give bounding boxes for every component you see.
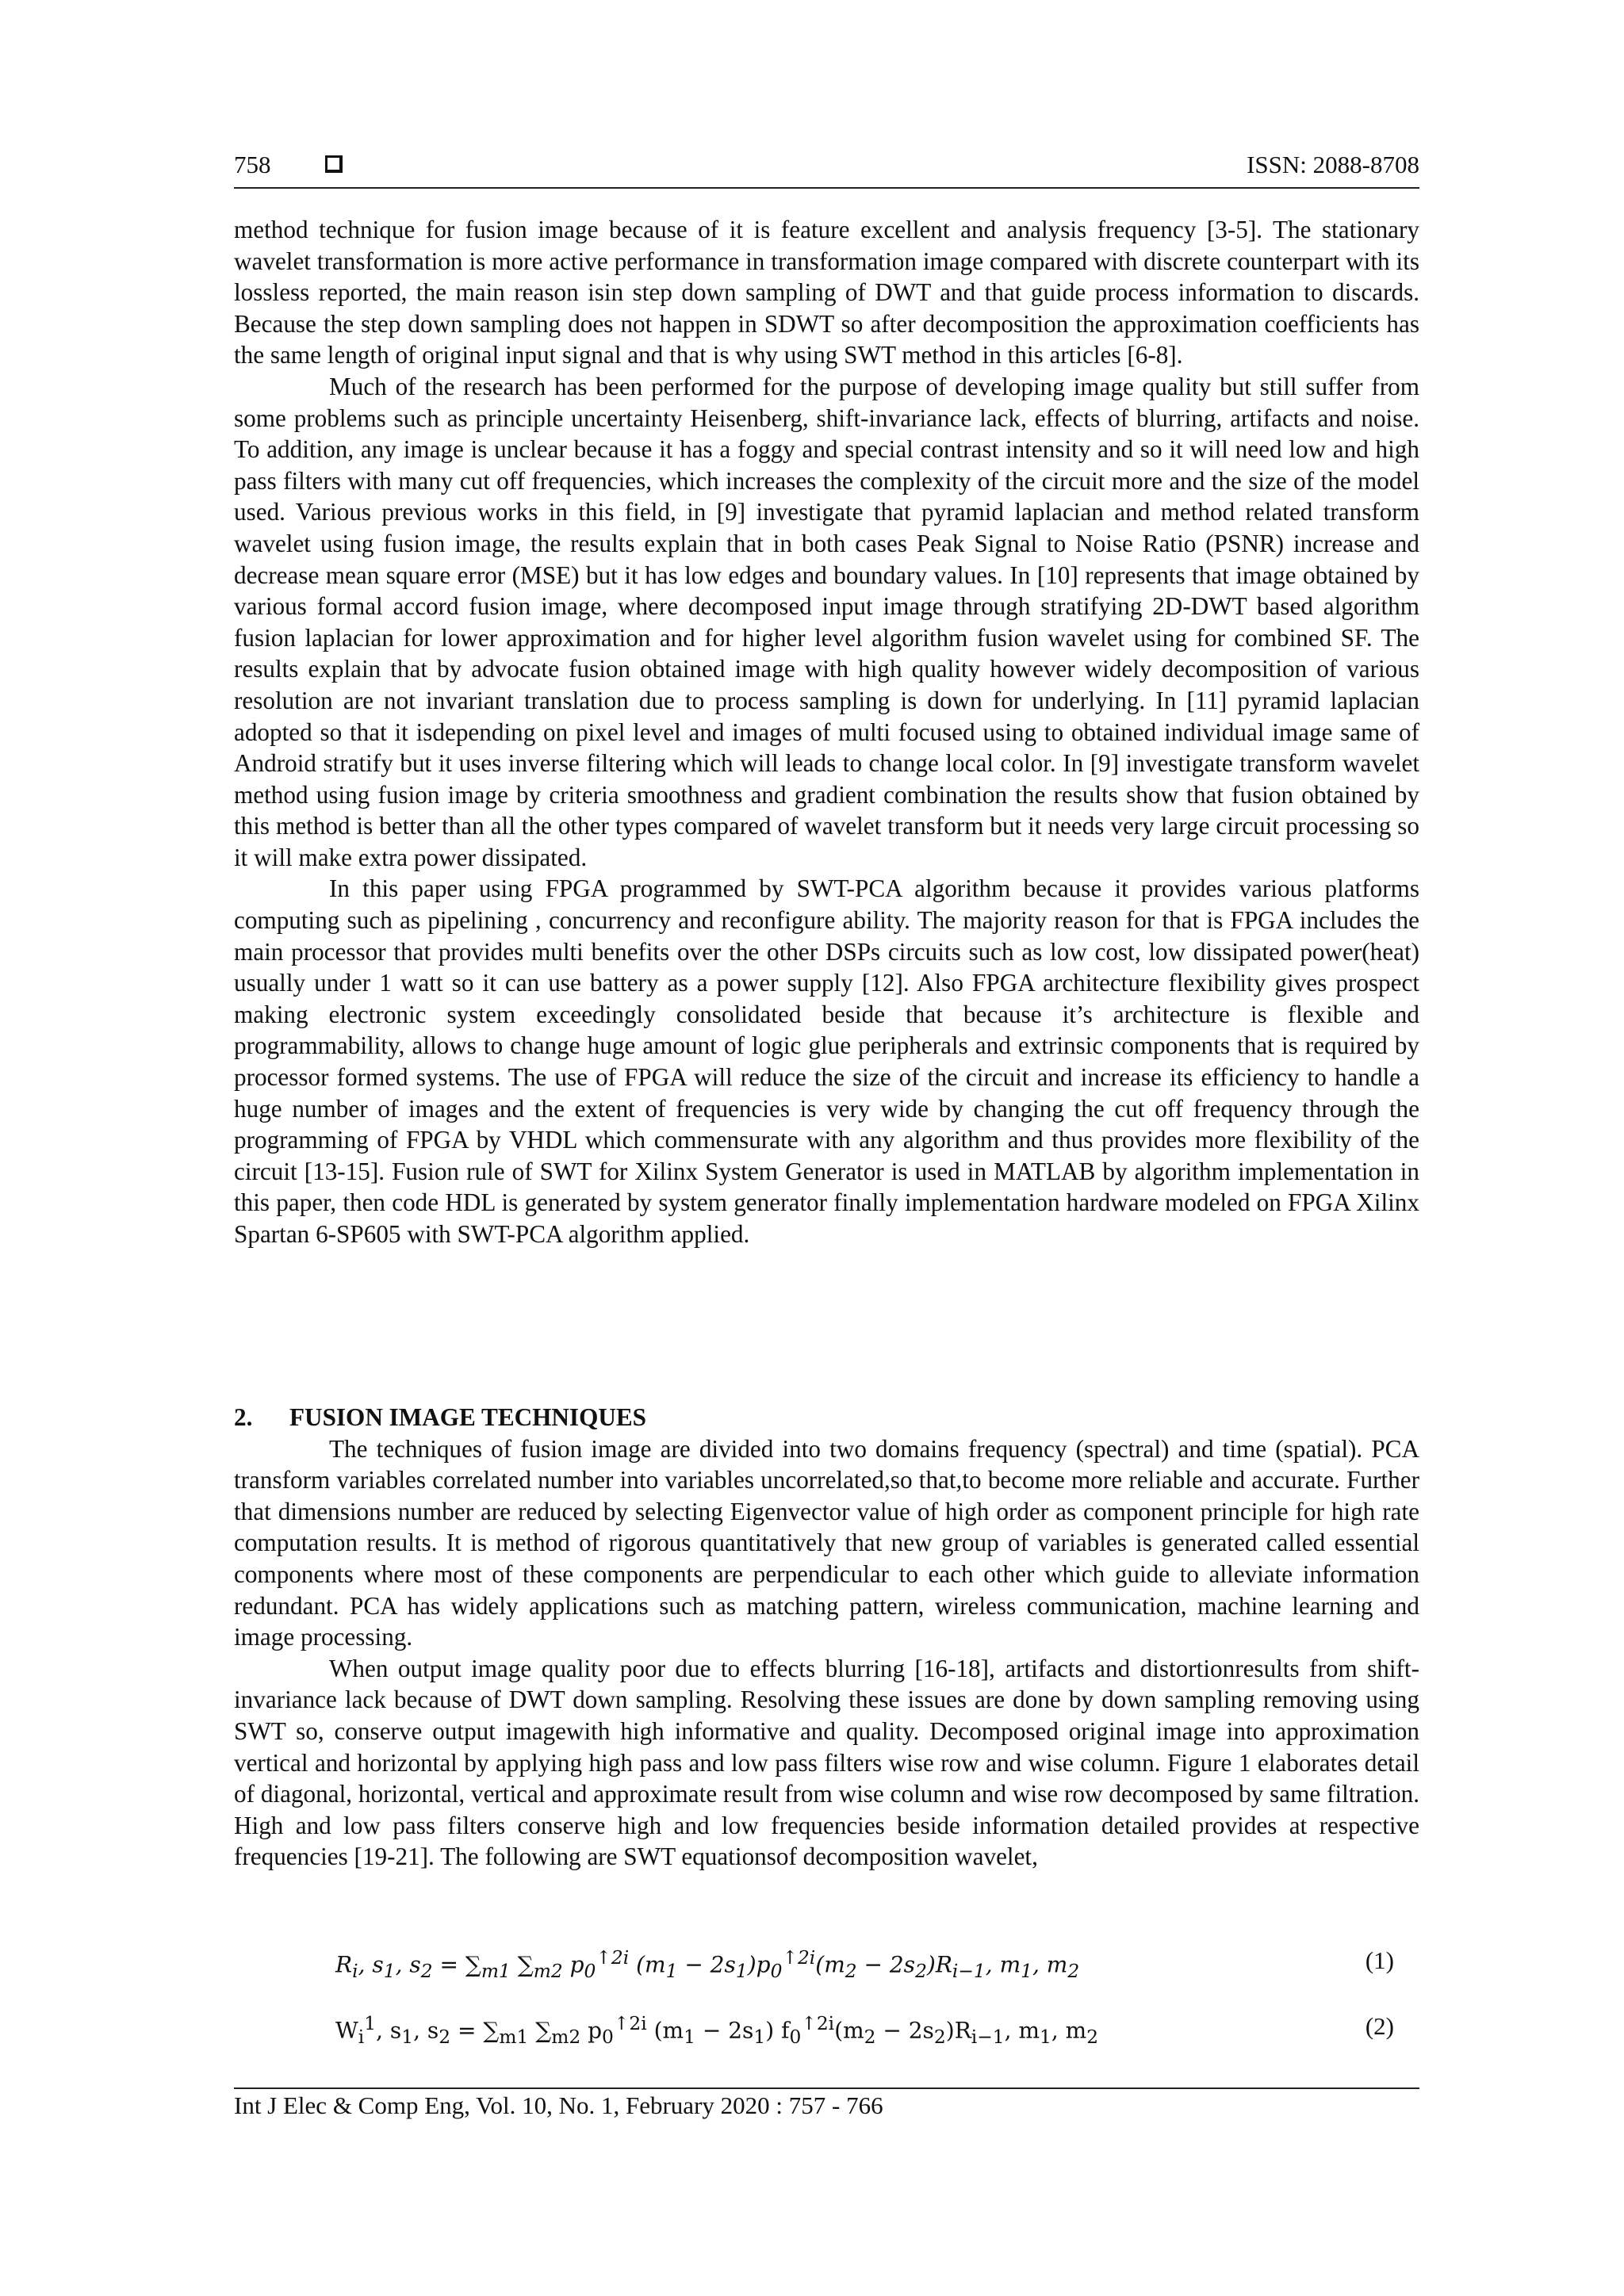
paragraph: When output image quality poor due to effects blurring [16-18], artifacts and distortionresults from shift-invariance lack because of DWT down sampling. Resolving these issues are done by down sampling removing using SWT so, conserve output imagewith high informative and quality. Decomposed original image into approximation vertical and horizontal by applying high pass and low pass filters wise row and wise column. Figure 1 elaborates detail of diagonal, horizontal, vertical and approximate result from wise column and wise row decomposed by same filtration. High and low pass filters conserve high and low frequencies beside information detailed provides at respective frequencies [19-21]. The following are SWT equationsof decomposition wavelet,	[234, 1654, 1419, 1871]
page-number: 758	[234, 151, 271, 178]
footer-rule	[234, 2087, 1419, 2089]
paragraph: The techniques of fusion image are divided into two domains frequency (spectral) and time (spatial). PCA transform variables correlated number into variables uncorrelated,so that,to become more reliable and accurate. Further that dimensions number are reduced by selecting Eigenvector value of high order as component principle for high rate computation results. It is method of rigorous quantitatively that new group of variables is generated called essential components where most of these components are perpendicular to each other which guide to alleviate information redundant. PCA has widely applications such as matching pattern, wireless communication, machine learning and image processing.	[234, 1434, 1419, 1651]
equation-2	[335, 2012, 1394, 2048]
equation-number: (2)	[1365, 2012, 1394, 2040]
section-fusion-image-techniques	[234, 1402, 1419, 1873]
section-title: FUSION IMAGE TECHNIQUES	[289, 1403, 646, 1431]
footer-citation: Int J Elec & Comp Eng, Vol. 10, No. 1, February 2020 : 757 - 766	[234, 2091, 883, 2119]
paragraph: method technique for fusion image because of it is feature excellent and analysis frequency [3-5]. The stationary wavelet transformation is more active performance in transformation image compared with discrete counterpart with its lossless reported, the main reason isin step down sampling of DWT and that guide process information to discards. Because the step down sampling does not happen in SDWT so after decomposition the approximation coefficients has the same length of original input signal and that is why using SWT method in this articles [6-8].	[234, 216, 1419, 369]
page-header	[234, 151, 1419, 187]
paragraph: Much of the research has been performed for the purpose of developing image quality but still suffer from some problems such as principle uncertainty Heisenberg, shift-invariance lack, effects of blurring, artifacts and noise. To addition, any image is unclear because it has a foggy and special contrast intensity and so it will need low and high pass filters with many cut off frequencies, which increases the complexity of the circuit more and the size of the model used. Various previous works in this field, in [9] investigate that pyramid laplacian and method related transform wavelet using fusion image, the results explain that in both cases Peak Signal to Noise Ratio (PSNR) increase and decrease mean square error (MSE) but it has low edges and boundary values. In [10] represents that image obtained by various formal accord fusion image, where decomposed input image through stratifying 2D-DWT based algorithm fusion laplacian for lower approximation and for higher level algorithm fusion wavelet using for combined SF. The results explain that by advocate fusion obtained image with high quality however widely decomposition of various resolution are not invariant translation due to process sampling is down for underlying. In [11] pyramid laplacian adopted so that it isdepending on pixel level and images of multi focused using to obtained individual image same of Android stratify but it uses inverse filtering which will leads to change local color. In [9] investigate transform wavelet method using fusion image by criteria smoothness and gradient combination the results show that fusion obtained by this method is better than all the other types compared of wavelet transform but it needs very large circuit processing so it will make extra power dissipated.	[234, 372, 1419, 871]
square-bullet-icon	[325, 155, 343, 173]
header-rule	[234, 187, 1419, 189]
equation-2-body: $W_i^1$, $s_1$, $s_2 = \sum_{m1}$ $\sum_{m2}$ $p_0^{↑2i}$ $(m_1 - 2s_1) f_0^{↑2i}(m_2 - 2s_2)R_{i-1}$, $m_1$, $m_2$	[335, 2012, 1099, 2048]
issn: ISSN: 2088-8708	[1247, 151, 1419, 178]
paragraph: In this paper using FPGA programmed by SWT-PCA algorithm because it provides various platforms computing such as pipelining , concurrency and reconfigure ability. The majority reason for that is FPGA includes the main processor that provides multi benefits over the other DSPs circuits such as low cost, low dissipated power(heat) usually under 1 watt so it can use battery as a power supply [12]. Also FPGA architecture flexibility gives prospect making electronic system exceedingly consolidated beside that because it’s architecture is flexible and programmability, allows to change huge amount of logic glue peripherals and extrinsic components that is required by processor formed systems. The use of FPGA will reduce the size of the circuit and increase its efficiency to handle a huge number of images and the extent of frequencies is very wide by changing the cut off frequency through the programming of FPGA by VHDL which commensurate with any algorithm and thus provides more flexibility of the circuit [13-15]. Fusion rule of SWT for Xilinx System Generator is used in MATLAB by algorithm implementation in this paper, then code HDL is generated by system generator finally implementation hardware modeled on FPGA Xilinx Spartan 6-SP605 with SWT-PCA algorithm applied.	[234, 874, 1419, 1248]
equation-number: (1)	[1365, 1946, 1394, 1974]
body-text	[234, 214, 1419, 1250]
section-number: 2.	[234, 1403, 253, 1431]
section-heading	[234, 1402, 1419, 1433]
equation-1	[335, 1946, 1394, 1980]
equation-1-body: $R_i$, $s_1$, $s_2 = \sum_{m1}$ $\sum_{m2}$ $p_0^{↑2i}$ $(m_1 - 2s_1)p_0^{↑2i}(m_2 - 2s_2)R_{i-1}$, $m_1$, $m_2$	[335, 1946, 1080, 1982]
